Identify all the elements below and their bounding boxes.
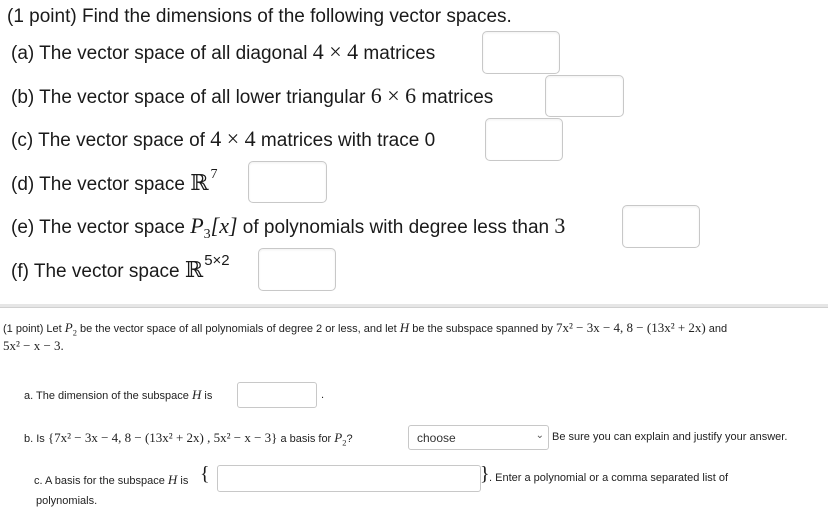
part-c-note2: polynomials. xyxy=(36,495,98,507)
answer-d-input[interactable] xyxy=(248,161,327,203)
question-d-text: (d) The vector space xyxy=(11,174,191,195)
question-f-text: (f) The vector space xyxy=(11,261,185,282)
problem1-header: (1 point) Find the dimensions of the following vector spaces. xyxy=(7,6,512,27)
part-a-dot: . xyxy=(321,389,325,401)
left-brace: { xyxy=(200,463,210,485)
p2-text-1: (1 point) Let xyxy=(3,323,65,335)
p2-P2 xyxy=(64,320,77,338)
part-b-note: Be sure you can explain and justify your answer. xyxy=(552,431,788,443)
part-a-text: a. The dimension of the subspace xyxy=(24,390,192,402)
question-a xyxy=(11,39,435,65)
question-d xyxy=(11,167,218,196)
dimension-input[interactable] xyxy=(237,382,317,408)
basis-select[interactable] xyxy=(408,425,549,450)
part-b-label xyxy=(24,430,353,448)
part-c-is: is xyxy=(177,475,189,487)
question-d-R: ℝ xyxy=(190,170,209,195)
question-c-math: 4 × 4 xyxy=(210,126,256,151)
question-c xyxy=(11,126,435,152)
part-a-label xyxy=(24,387,212,403)
problem2-statement-line2 xyxy=(3,338,64,354)
p2-polys: 7x² − 3x − 4, 8 − (13x² + 2x) xyxy=(555,320,706,335)
question-e xyxy=(11,213,566,242)
answer-c-input[interactable] xyxy=(485,118,563,161)
question-d-exp: 7 xyxy=(210,167,218,182)
p2-text-3: be the subspace spanned by xyxy=(409,323,556,335)
part-b-P2-sub: 2 xyxy=(342,437,347,448)
part-b-q: ? xyxy=(346,433,353,445)
part-c-H: H xyxy=(167,472,178,487)
question-e-P: P xyxy=(190,213,204,238)
answer-b-input[interactable] xyxy=(545,75,624,117)
basis-select-value: choose xyxy=(417,431,456,445)
question-b xyxy=(11,83,493,109)
question-a-math: 4 × 4 xyxy=(312,39,359,64)
question-a-suffix: matrices xyxy=(358,43,436,64)
question-e-Psub: 3 xyxy=(203,227,211,242)
question-b-math: 6 × 6 xyxy=(370,83,417,108)
part-b-P2-letter: P xyxy=(334,430,343,445)
part-c-label xyxy=(34,472,188,488)
part-b-P2 xyxy=(334,430,347,448)
p2-poly3: 5x² − x − 3. xyxy=(3,338,64,353)
part-c-note: . Enter a polynomial or a comma separated list of xyxy=(489,472,729,484)
question-f xyxy=(11,252,230,283)
answer-a-input[interactable] xyxy=(482,31,560,74)
question-f-R: ℝ xyxy=(184,257,204,282)
basis-input[interactable] xyxy=(217,465,481,492)
chevron-down-icon: ⌄ xyxy=(535,430,544,441)
right-brace: } xyxy=(480,463,490,485)
answer-e-input[interactable] xyxy=(622,205,700,248)
p2-H: H xyxy=(399,320,410,335)
part-a-H: H xyxy=(191,387,202,402)
section-divider-line xyxy=(0,307,828,308)
question-e-suffix: of polynomials with degree less than xyxy=(237,217,555,238)
question-f-exp: 5×2 xyxy=(204,252,230,269)
question-b-text: (b) The vector space of all lower triangular xyxy=(11,87,371,108)
part-b-set: {7x² − 3x − 4, 8 − (13x² + 2x) , 5x² − x − 3} xyxy=(47,430,278,445)
question-a-text: (a) The vector space of all diagonal xyxy=(11,43,313,64)
problem2-statement xyxy=(3,320,727,338)
question-b-suffix: matrices xyxy=(416,87,494,108)
question-c-suffix: matrices with trace 0 xyxy=(255,130,436,151)
part-c-text: c. A basis for the subspace xyxy=(34,475,168,487)
part-b-text: b. Is xyxy=(24,433,48,445)
p2-text-4: and xyxy=(705,323,728,335)
question-e-text: (e) The vector space xyxy=(11,217,191,238)
p2-text-2: be the vector space of all polynomials of degree 2 or less, and let xyxy=(76,323,400,335)
question-e-num: 3 xyxy=(554,213,566,238)
part-b-mid: a basis for xyxy=(277,433,335,445)
question-c-text: (c) The vector space of xyxy=(11,130,211,151)
p2-P2-sub: 2 xyxy=(72,327,77,338)
part-a-is: is xyxy=(201,390,213,402)
p2-P2-letter: P xyxy=(64,320,73,335)
answer-f-input[interactable] xyxy=(258,248,336,291)
question-e-Px: [x] xyxy=(210,213,238,238)
